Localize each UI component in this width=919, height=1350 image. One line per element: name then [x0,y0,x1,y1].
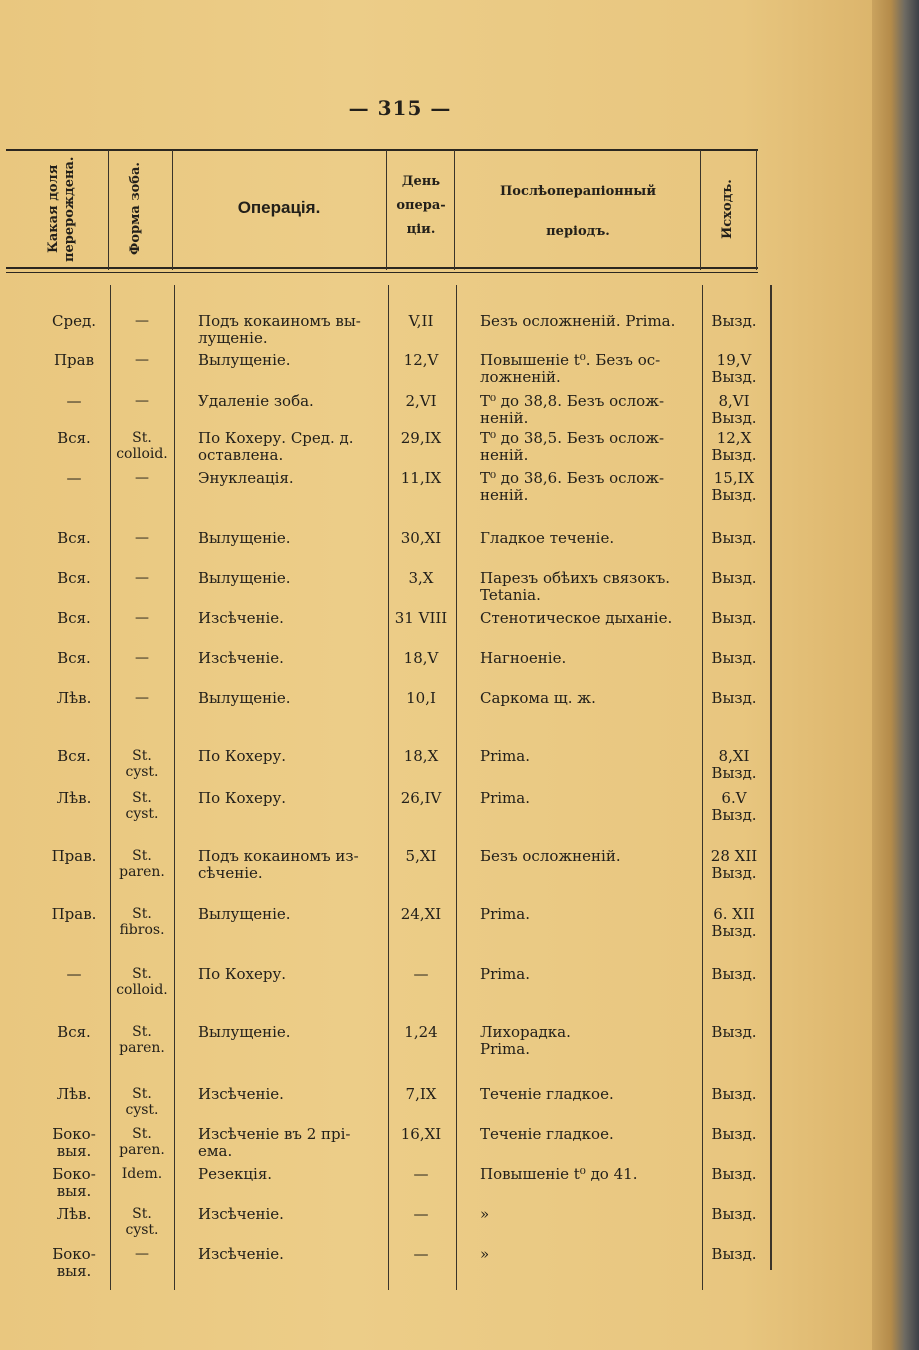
header-form: Форма зоба. [128,162,143,256]
row-day: — [413,1165,429,1183]
row-lobe: — [66,469,82,487]
row-operation: Резекція. [198,1165,273,1183]
row-form: St. colloid. [116,430,168,462]
row-form: St. cyst. [125,1206,159,1238]
row-postop: Prima. [480,905,530,923]
row-lobe: Вся. [57,649,91,667]
row-lobe: Прав [53,351,95,369]
row-form: St. fibros. [119,906,165,938]
row-operation: Изсѣченіе. [198,609,284,627]
row-postop: Парезъ обѣихъ связокъ. Tetania. [480,569,671,604]
row-day: 7,IX [405,1085,437,1103]
row-form: — [135,650,149,666]
row-form: — [135,530,149,546]
row-operation: Вылущеніе. [198,351,291,369]
row-lobe: Вся. [57,747,91,765]
row-form: St. cyst. [125,1086,159,1118]
row-outcome: 8,XI Вызд. [711,747,757,782]
header-divider [454,150,455,270]
row-postop: Теченіе гладкое. [480,1085,614,1103]
row-postop: » [480,1205,490,1223]
row-day: 10,I [406,689,436,707]
header-operation: Операція. [237,198,321,217]
row-lobe: Лѣв. [56,789,92,807]
table-top-rule [6,149,758,151]
row-postop: » [480,1245,490,1263]
row-outcome: Вызд. [711,529,757,547]
row-day: 29,IX [400,429,442,447]
row-operation: Изсѣченіе. [198,649,284,667]
row-day: V,II [408,312,434,330]
row-operation: Вылущеніе. [198,569,291,587]
header-divider [386,150,387,270]
row-postop: Безъ осложненій. Prima. [480,312,676,330]
row-outcome: 15,IX Вызд. [711,469,757,504]
row-day: — [413,1205,429,1223]
row-outcome: 19,V Вызд. [711,351,757,386]
row-operation: Подъ кокаиномъ из- сѣченіе. [198,847,359,882]
row-form: — [135,610,149,626]
page-number: — 315 — [348,96,452,120]
row-outcome: 8,VI Вызд. [711,392,757,427]
row-outcome: Вызд. [711,965,757,983]
row-operation: По Кохеру. [198,965,287,983]
header-divider [108,150,109,270]
row-outcome: 12,X Вызд. [711,429,757,464]
row-form: St. paren. [119,1126,165,1158]
row-lobe: Вся. [57,569,91,587]
row-operation: По Кохеру. [198,789,287,807]
row-operation: Изсѣченіе въ 2 прі- ема. [198,1125,351,1160]
row-form: Idem. [121,1166,163,1182]
row-day: 30,XI [400,529,442,547]
row-day: 16,XI [400,1125,442,1143]
row-lobe: Боко- выя. [52,1245,96,1280]
row-postop: T⁰ до 38,5. Безъ ослож- неній. [480,429,665,464]
row-day: 2,VI [405,392,437,410]
header-bottom-rule-2 [6,272,758,273]
header-lobe: Какая доля перерождена. [46,156,77,262]
row-lobe: Боко- выя. [52,1165,96,1200]
row-outcome: Вызд. [711,1165,757,1183]
header-divider [756,150,757,270]
row-operation: Вылущеніе. [198,905,291,923]
row-lobe: Прав. [51,847,97,865]
header-bottom-rule [6,267,758,269]
row-operation: Вылущеніе. [198,1023,291,1041]
row-outcome: Вызд. [711,312,757,330]
row-day: — [413,965,429,983]
row-outcome: Вызд. [711,1125,757,1143]
row-form: — [135,690,149,706]
row-outcome: Вызд. [711,649,757,667]
row-postop: T⁰ до 38,6. Безъ ослож- неній. [480,469,665,504]
row-operation: Изсѣченіе. [198,1245,284,1263]
row-postop: T⁰ до 38,8. Безъ ослож- неній. [480,392,665,427]
row-outcome: Вызд. [711,569,757,587]
row-operation: По Кохеру. [198,747,287,765]
row-operation: Подъ кокаиномъ вы- лущеніе. [198,312,361,347]
row-lobe: Сред. [52,312,96,330]
row-lobe: Вся. [57,1023,91,1041]
row-day: 3,X [408,569,434,587]
row-outcome: 28 XII Вызд. [710,847,758,882]
row-day: 11,IX [400,469,442,487]
row-operation: Удаленіе зоба. [198,392,314,410]
row-day: 24,XI [400,905,442,923]
row-form: — [135,470,149,486]
row-outcome: Вызд. [711,1085,757,1103]
row-form: — [135,352,149,368]
row-lobe: — [66,965,82,983]
row-day: — [413,1245,429,1263]
row-operation: Вылущеніе. [198,689,291,707]
header-divider [700,150,701,270]
row-postop: Теченіе гладкое. [480,1125,614,1143]
row-lobe: Боко- выя. [52,1125,96,1160]
row-form: — [135,313,149,329]
row-form: St. paren. [119,848,165,880]
row-postop: Prima. [480,789,530,807]
row-postop: Повышеніе t⁰ до 41. [480,1165,638,1183]
row-postop: Нагноеніе. [480,649,567,667]
row-day: 18,X [403,747,439,765]
row-postop: Повышеніе t⁰. Безъ ос- ложненій. [480,351,661,386]
row-operation: Вылущеніе. [198,529,291,547]
row-postop: Prima. [480,747,530,765]
row-day: 18,V [403,649,439,667]
row-outcome: Вызд. [711,1023,757,1041]
row-operation: Изсѣченіе. [198,1085,284,1103]
row-outcome: Вызд. [711,1205,757,1223]
row-lobe: — [66,392,82,410]
column-divider [174,285,175,1290]
row-outcome: Вызд. [711,689,757,707]
row-lobe: Лѣв. [56,1205,92,1223]
header-day: День опера- ціи. [396,174,446,237]
row-outcome: 6.V Вызд. [711,789,757,824]
row-operation: По Кохеру. Сред. д. оставлена. [198,429,354,464]
table-right-edge [770,285,772,1270]
row-form: — [135,1246,149,1262]
row-outcome: 6. XII Вызд. [711,905,757,940]
row-day: 5,XI [405,847,437,865]
row-form: St. cyst. [125,790,159,822]
row-lobe: Вся. [57,609,91,627]
row-operation: Изсѣченіе. [198,1205,284,1223]
book-spine [872,0,919,1350]
row-form: St. paren. [119,1024,165,1056]
row-day: 1,24 [404,1023,438,1041]
row-operation: Энуклеація. [198,469,294,487]
row-lobe: Вся. [57,429,91,447]
row-lobe: Лѣв. [56,689,92,707]
row-day: 12,V [403,351,439,369]
row-day: 31 VIII [394,609,448,627]
row-form: St. cyst. [125,748,159,780]
row-postop: Стенотическое дыханіе. [480,609,673,627]
header-postop: Послѣоперапіонный періодъ. [500,184,656,239]
row-postop: Саркома щ. ж. [480,689,596,707]
row-form: — [135,570,149,586]
row-outcome: Вызд. [711,609,757,627]
row-form: — [135,393,149,409]
row-lobe: Прав. [51,905,97,923]
row-postop: Лихорадка. Prima. [480,1023,571,1058]
row-lobe: Лѣв. [56,1085,92,1103]
row-postop: Безъ осложненій. [480,847,621,865]
header-outcome: Исходъ. [720,179,735,239]
row-postop: Prima. [480,965,530,983]
row-postop: Гладкое теченіе. [480,529,615,547]
row-lobe: Вся. [57,529,91,547]
row-day: 26,IV [400,789,442,807]
row-outcome: Вызд. [711,1245,757,1263]
row-form: St. colloid. [116,966,168,998]
